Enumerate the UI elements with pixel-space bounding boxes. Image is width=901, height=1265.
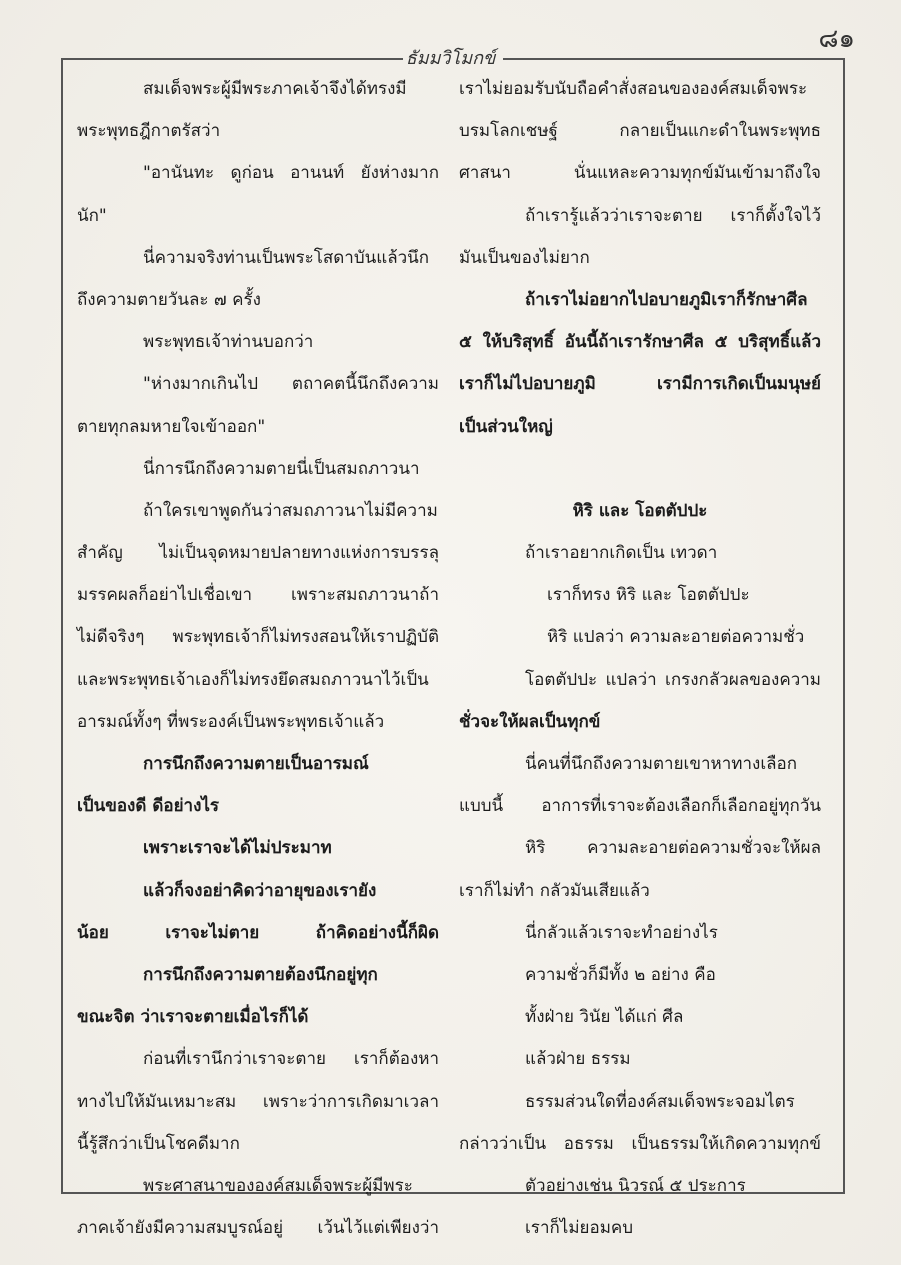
text-line: ชั่วจะให้ผลเป็นทุกข์ [459, 711, 601, 732]
text-line: ธรรมส่วนใดที่องค์สมเด็จพระจอมไตร [525, 1091, 795, 1112]
text-line: แบบนี้ อาการที่เราจะต้องเลือกก็เลือกอยู่ทุกวัน [459, 796, 821, 817]
text-line: ก่อนที่เรานึกว่าเราจะตาย เราก็ต้องหา [143, 1049, 439, 1070]
text-line: ไม่ดีจริงๆ พระพุทธเจ้าก็ไม่ทรงสอนให้เราปฏิบัติ [77, 627, 439, 648]
text-line: เราก็ไม่ทำ กลัวมันเสียแล้ว [459, 880, 650, 901]
text-line: เราก็ทรง หิริ และ โอตตัปปะ [547, 585, 750, 606]
page-number: ๘๑ [818, 24, 855, 54]
text-line: การนึกถึงความตายเป็นอารมณ์ [143, 754, 369, 774]
text-line: อารมณ์ทั้งๆ ที่พระองค์เป็นพระพุทธเจ้าแล้ว [77, 711, 385, 732]
text-line: นี่การนึกถึงความตายนี่เป็นสมถภาวนา [143, 458, 420, 479]
text-line: นี่ความจริงท่านเป็นพระโสดาบันแล้วนึก [143, 247, 430, 268]
text-line [459, 448, 821, 490]
text-line: การนึกถึงความตายต้องนึกอยู่ทุก [143, 964, 378, 985]
text-line: ๕ ให้บริสุทธิ์ อันนี้ถ้าเรารักษาศีล ๕ บริสุทธิ์แล้ว [459, 332, 821, 353]
text-line: เป็นส่วนใหญ่ [459, 416, 553, 437]
text-line: และพระพุทธเจ้าเองก็ไม่ทรงยึดสมถภาวนาไว้เป็น [77, 669, 429, 690]
text-line: พระพุทธฎีกาตรัสว่า [77, 121, 221, 142]
text-line: ถ้าเราอยากเกิดเป็น เทวดา [525, 543, 718, 564]
text-line: "อานันทะ ดูก่อน อานนท์ ยังห่างมาก [143, 163, 439, 184]
text-line: นี้รู้สึกว่าเป็นโชคดีมาก [77, 1133, 240, 1154]
text-line: เราก็ไม่ยอมคบ [525, 1218, 634, 1239]
text-line: ขณะจิต ว่าเราจะตายเมื่อไรก็ได้ [77, 1007, 309, 1028]
text-line: นัก" [77, 205, 107, 226]
text-line: มันเป็นของไม่ยาก [459, 247, 590, 268]
text-line: เพราะเราจะได้ไม่ประมาท [143, 838, 332, 859]
text-line: เราไม่ยอมรับนับถือคำสั่งสอนขององค์สมเด็จพระ [459, 79, 808, 99]
text-line: บรมโลกเชษฐ์ กลายเป็นแกะดำในพระพุทธ [459, 121, 821, 142]
text-line: มรรคผลก็อย่าไปเชื่อเขา เพราะสมถภาวนาถ้า [77, 585, 439, 606]
running-header-title: ธัมมวิโมกข์ [405, 48, 496, 69]
text-line: ตายทุกลมหายใจเข้าออก" [77, 416, 266, 437]
text-line: นี่กลัวแล้วเราจะทำอย่างไร [525, 922, 718, 943]
text-line: พระศาสนาขององค์สมเด็จพระผู้มีพระ [143, 1175, 413, 1196]
text-line: ถึงความตายวันละ ๗ ครั้ง [77, 289, 261, 310]
text-line: นี่คนที่นึกถึงความตายเขาหาทางเลือก [525, 754, 798, 774]
left-column [77, 68, 439, 1249]
text-line: ศาสนา นั่นแหละความทุกข์มันเข้ามาถึงใจ [459, 163, 821, 184]
text-line: พระพุทธเจ้าท่านบอกว่า [143, 332, 314, 353]
text-line: กล่าวว่าเป็น อธรรม เป็นธรรมให้เกิดความทุกข์ [459, 1133, 821, 1154]
frame-top-left-rule [63, 58, 403, 60]
text-line: ตัวอย่างเช่น นิวรณ์ ๕ ประการ [525, 1175, 746, 1196]
text-line: แล้วฝ่าย ธรรม [525, 1049, 631, 1070]
text-line: ถ้าใครเขาพูดกันว่าสมถภาวนาไม่มีความ [143, 500, 438, 521]
text-line: "ห่างมากเกินไป ตถาคตนี้นึกถึงความ [143, 374, 439, 395]
frame-top-right-rule [503, 58, 843, 60]
text-line: ทั้งฝ่าย วินัย ได้แก่ ศีล [525, 1007, 684, 1028]
text-line: ถ้าเราไม่อยากไปอบายภูมิเราก็รักษาศีล [525, 289, 808, 310]
text-line: หิริ ความละอายต่อความชั่วจะให้ผล [525, 838, 821, 859]
text-line: ถ้าเรารู้แล้วว่าเราจะตาย เราก็ตั้งใจไว้ [525, 205, 821, 226]
text-line: หิริ แปลว่า ความละอายต่อความชั่ว [547, 627, 805, 648]
text-line: ทางไปให้มันเหมาะสม เพราะว่าการเกิดมาเวลา [77, 1091, 439, 1112]
text-line: โอตตัปปะ แปลว่า เกรงกลัวผลของความ [525, 669, 821, 690]
text-line: หิริ และ โอตตัปปะ [572, 500, 708, 521]
text-line: เราก็ไม่ไปอบายภูมิ เรามีการเกิดเป็นมนุษย์ [459, 374, 821, 395]
text-line: น้อย เราจะไม่ตาย ถ้าคิดอย่างนี้ก็ผิด [77, 922, 439, 943]
right-column [459, 68, 821, 1249]
text-line: เป็นของดี ดีอย่างไร [77, 796, 220, 817]
text-line: สำคัญ ไม่เป็นจุดหมายปลายทางแห่งการบรรลุ [77, 543, 439, 564]
text-line: แล้วก็จงอย่าคิดว่าอายุของเรายัง [143, 880, 377, 901]
text-line: สมเด็จพระผู้มีพระภาคเจ้าจึงได้ทรงมี [143, 79, 407, 99]
text-line: ความชั่วก็มีทั้ง ๒ อย่าง คือ [525, 964, 716, 985]
text-line: ภาคเจ้ายังมีความสมบูรณ์อยู่ เว้นไว้แต่เพียงว่า [77, 1218, 439, 1239]
